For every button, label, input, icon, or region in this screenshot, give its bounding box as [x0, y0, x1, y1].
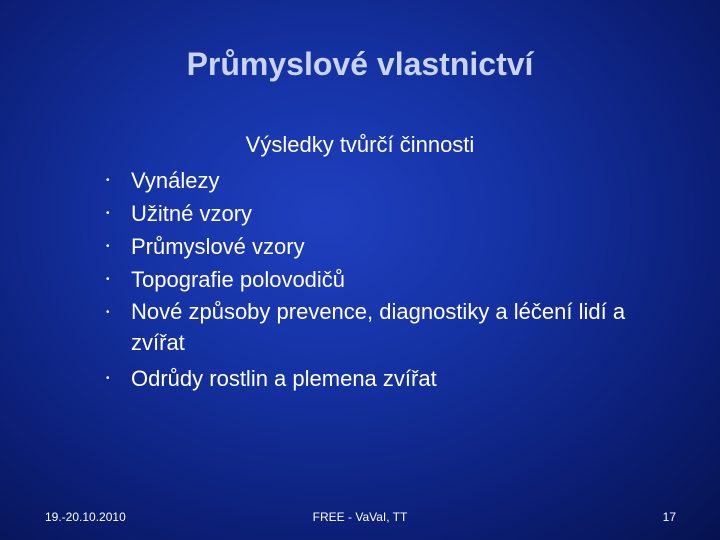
bullet-text: Vynálezy [131, 168, 220, 193]
bullet-icon: • [106, 274, 110, 285]
bullet-item [0, 230, 720, 263]
bullet-text: Odrůdy rostlin a plemena zvířat [131, 366, 437, 391]
bullet-icon: • [106, 208, 110, 219]
bullet-icon: • [106, 241, 110, 252]
bullet-icon: • [106, 373, 110, 384]
bullet-text: Topografie polovodičů [131, 267, 346, 292]
bullet-icon: • [106, 175, 110, 186]
bullet-text: Průmyslové vzory [131, 234, 305, 259]
slide-title: Průmyslové vlastnictví [186, 46, 534, 82]
slide-subtitle: Výsledky tvůrčí činnosti [245, 132, 475, 157]
footer-date: 19.-20.10.2010 [45, 510, 126, 524]
bullet-icon: • [106, 307, 110, 318]
bullet-item [0, 296, 720, 358]
page-number: 17 [662, 510, 676, 524]
bullet-list [0, 164, 720, 395]
footer-center-text: FREE - VaVaI, TT [312, 510, 408, 524]
bullet-item [0, 362, 720, 395]
bullet-item [0, 164, 720, 197]
bullet-item [0, 263, 720, 296]
bullet-text: Nové způsoby prevence, diagnostiky a léčení lidí a zvířat [131, 299, 626, 355]
bullet-text: Užitné vzory [131, 201, 253, 226]
bullet-item [0, 197, 720, 230]
